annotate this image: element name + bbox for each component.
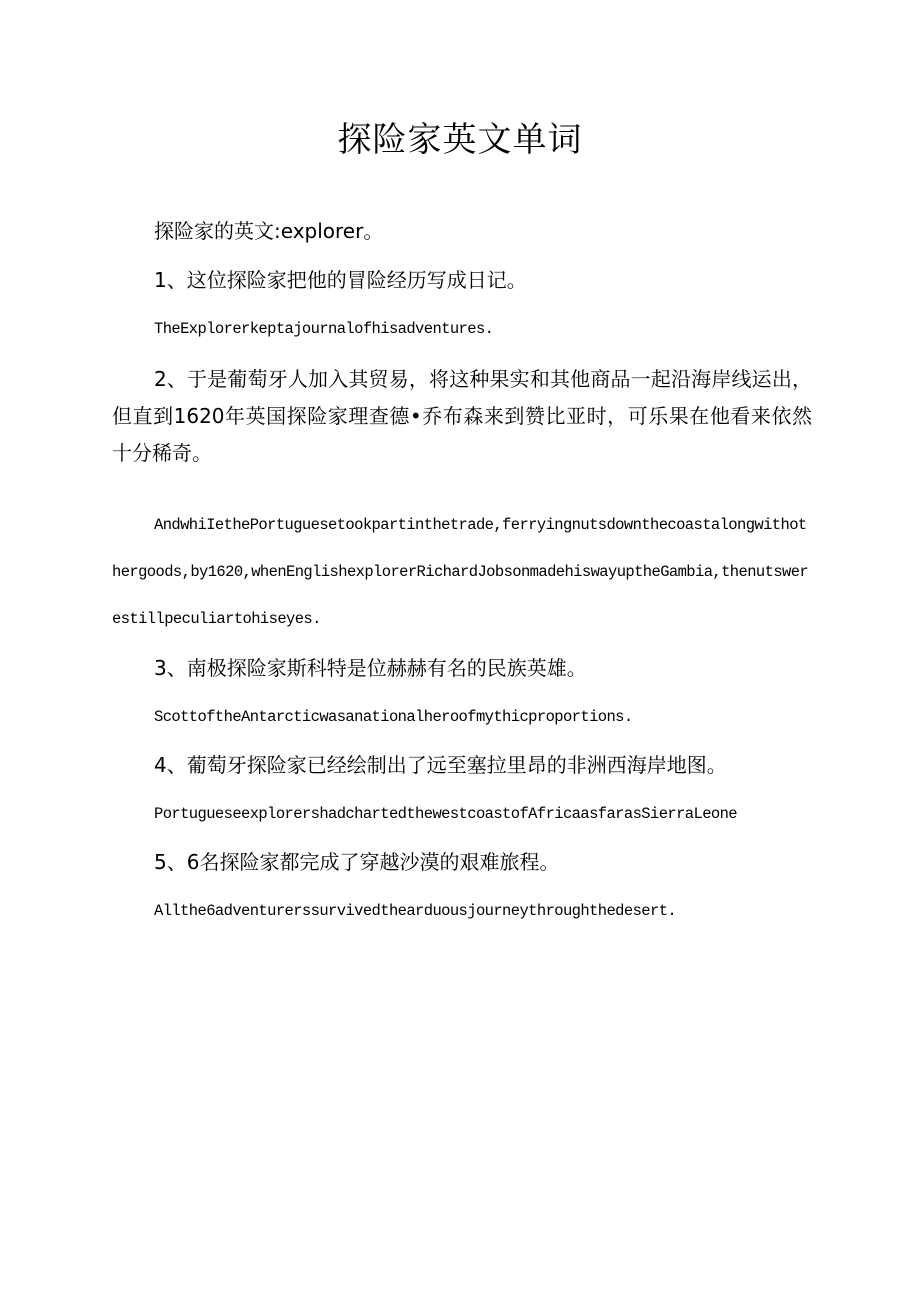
item-4-chinese: 4、葡萄牙探险家已经绘制出了远至塞拉里昂的非洲西海岸地图。 (154, 753, 727, 777)
item-2-english: AndwhiIethePortuguesetookpartinthetrade,ferryingnutsdownthecoastalongwithothergoods,by1620,whenEnglishexplorerRichardJobsonmadehiswayuptheGambia,thenutswerestillpeculiartohiseyes. (112, 516, 809, 628)
document-title: 探险家英文单词 (337, 120, 583, 160)
item-5-english: Allthe6adventurerssurvivedthearduousjourneythroughthedesert. (154, 902, 677, 920)
item-5-chinese: 5、6名探险家都完成了穿越沙漠的艰难旅程。 (154, 850, 560, 874)
item-3-chinese: 3、南极探险家斯科特是位赫赫有名的民族英雄。 (154, 656, 587, 680)
item-4-english: PortugueseexplorershadchartedthewestcoastofAfricaasfarasSierraLeone (154, 805, 738, 823)
intro-paragraph: 探险家的英文:explorer。 (154, 219, 384, 243)
item-1-chinese: 1、这位探险家把他的冒险经历写成日记。 (154, 268, 527, 292)
item-2-chinese: 2、于是葡萄牙人加入其贸易，将这种果实和其他商品一起沿海岸线运出，但直到1620年英国探险家理查德•乔布森来到赞比亚时，可乐果在他看来依然十分稀奇。 (112, 367, 812, 465)
item-3-english: ScottoftheAntarcticwasanationalheroofmythicproportions. (154, 708, 633, 726)
item-1-english: TheExplorerkeptajournalofhisadventures. (154, 320, 494, 338)
